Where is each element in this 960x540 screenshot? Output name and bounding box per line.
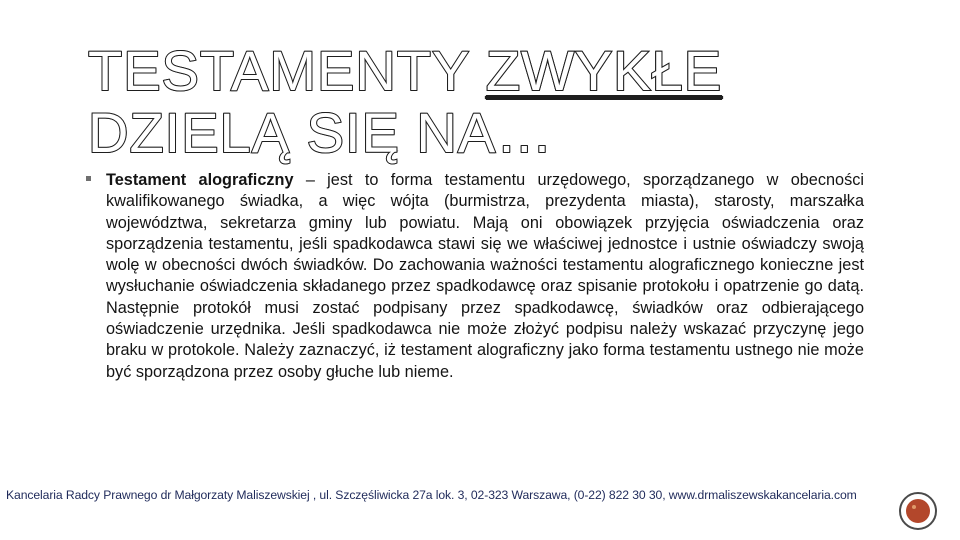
title-part-testamenty: TESTAMENTY <box>88 39 486 102</box>
title-part-zwykle: ZWYKŁE <box>485 39 723 102</box>
logo-inner-circle <box>906 499 930 523</box>
firm-logo-icon <box>899 492 937 530</box>
bullet-marker-icon <box>86 176 91 181</box>
footer-contact: Kancelaria Radcy Prawnego dr Małgorzaty Maliszewskiej , ul. Szczęśliwicka 27a lok. 3, 02-323 Warszawa, (0-22) 822 30 30, www.drmaliszewskakancelaria.com <box>6 488 857 502</box>
slide-title <box>88 40 848 164</box>
bullet-list <box>86 170 864 383</box>
title-line-1 <box>88 40 848 102</box>
logo-dot <box>912 505 916 509</box>
bullet-term: Testament alograficzny <box>106 171 294 189</box>
title-line-2: DZIELĄ SIĘ NA… <box>88 101 554 164</box>
bullet-body: – jest to forma testamentu urzędowego, sporządzanego w obecności kwalifikowanego świadka, a więc wójta (burmistrza, prezydenta miasta), starosty, marszałka województwa, sekretarza gminy lub powiatu. Mają oni obowiązek przyjęcia oświadczenia oraz sporządzenia testamentu, jeśli spadkodawca stawi się we właściwej jednostce i ustnie oświadczy swoją wolę w obecności dwóch świadków. Do zachowania ważności testamentu alograficznego konieczne jest wysłuchanie oświadczenia składanego przez spadkodawcę oraz spisanie protokołu i opatrzenie go datą. Następnie protokół musi zostać podpisany przez spadkodawcę, świadków oraz odbierającego oświadczenie urzędnika. Jeśli spadkodawca nie może złożyć podpisu należy wskazać przyczynę jego braku w protokole. Należy zaznaczyć, iż testament alograficzny jako forma testamentu ustnego nie może być sporządzona przez osoby głuche lub nieme. <box>106 171 865 381</box>
bullet-paragraph <box>106 170 864 383</box>
